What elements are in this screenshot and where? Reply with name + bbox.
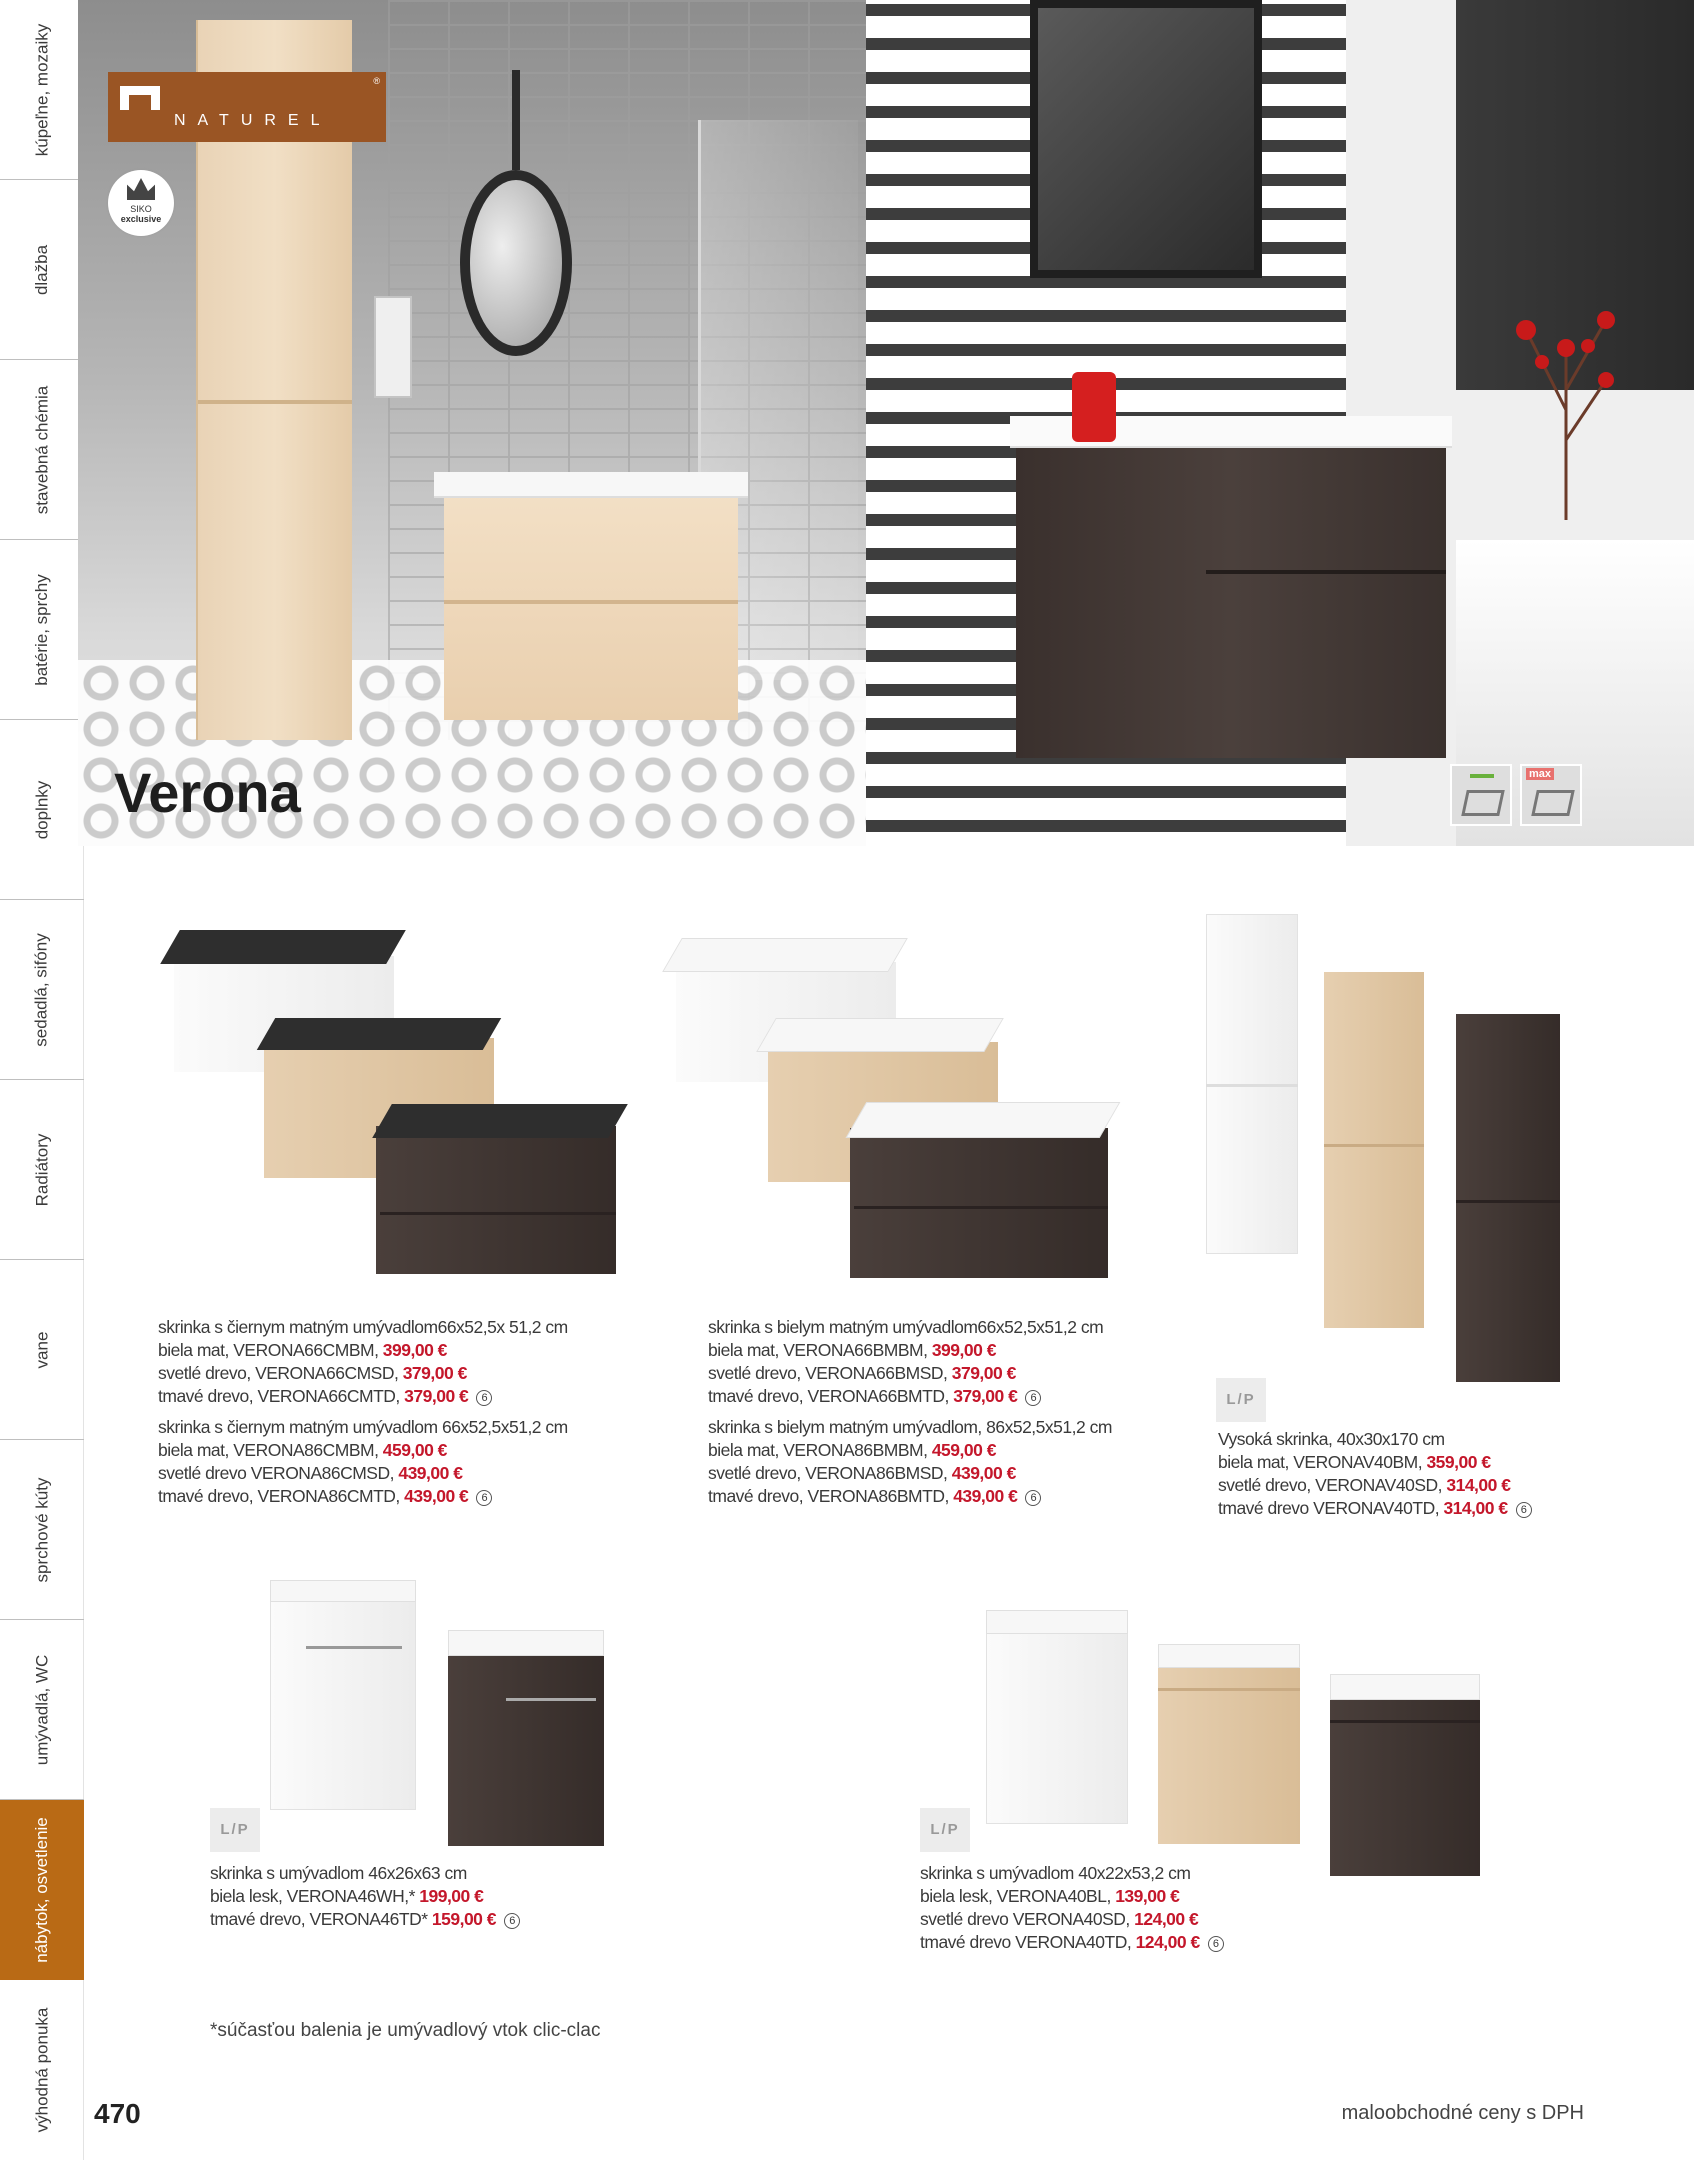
delivery-mark-icon: 6 [1516, 1502, 1532, 1518]
badge-line2: exclusive [120, 214, 162, 224]
variant-text: svetlé drevo, VERONA66BMSD, [708, 1363, 952, 1383]
vanity-46-white [270, 1594, 416, 1810]
crown-icon [127, 178, 155, 200]
vanity-dark-white-top [850, 1128, 1108, 1278]
variant-text: biela mat, VERONA86CMBM, [158, 1440, 383, 1460]
drawer-line [1206, 570, 1446, 574]
door-split [1206, 1084, 1298, 1087]
left-right-badge: L/P [920, 1808, 970, 1852]
tab-umyvadla-wc[interactable] [0, 1620, 84, 1800]
variant-text: tmavé drevo, VERONA86BMTD, [708, 1486, 954, 1506]
variant-text: svetlé drevo VERONA86CMSD, [158, 1463, 399, 1483]
variant-row [920, 1908, 1224, 1931]
delivery-mark-icon: 6 [1025, 1390, 1041, 1406]
variant-text: svetlé drevo, VERONA66CMSD, [158, 1363, 403, 1383]
tab-vyhodna-ponuka[interactable] [0, 1980, 84, 2160]
tab-sprchove-kuty[interactable] [0, 1440, 84, 1620]
variant-text: biela lesk, VERONA46WH,* [210, 1886, 420, 1906]
variant-text: tmavé drevo VERONA40TD, [920, 1932, 1136, 1952]
product-title: skrinka s bielym matným umývadlom, 86x52,5x51,2 cm [708, 1417, 1112, 1437]
variant-row [158, 1439, 568, 1462]
max-load-icon [1520, 764, 1582, 826]
handle [306, 1646, 402, 1649]
price: 399,00 € [382, 1340, 447, 1360]
tab-radiatory[interactable] [0, 1080, 84, 1260]
vanity-40-dark [1330, 1690, 1480, 1876]
white-basin [1158, 1644, 1300, 1668]
variant-text: biela mat, VERONA66BMBM, [708, 1340, 932, 1360]
variant-text: biela mat, VERONA66CMBM, [158, 1340, 383, 1360]
tall-cabinets-image [1200, 914, 1570, 1384]
variant-row [158, 1462, 568, 1485]
variant-row [920, 1931, 1224, 1954]
collection-title: Verona [114, 761, 301, 824]
tab-label: nábytok, osvetlenie [32, 1816, 52, 1963]
variant-row [708, 1462, 1112, 1485]
door-split [1456, 1200, 1560, 1203]
variant-row [158, 1339, 568, 1362]
price: 439,00 € [953, 1486, 1018, 1506]
drawer-line [854, 1206, 1108, 1209]
black-basin [257, 1018, 501, 1050]
variant-text: biela mat, VERONA86BMBM, [708, 1440, 932, 1460]
price: 399,00 € [931, 1340, 996, 1360]
white-basin [986, 1610, 1128, 1634]
price: 379,00 € [402, 1363, 467, 1383]
tab-dlazba[interactable] [0, 180, 84, 360]
variant-row [708, 1339, 1112, 1362]
siko-exclusive-badge [108, 170, 174, 236]
tab-label: výhodná ponuka [32, 2007, 51, 2133]
vanity-40-image [986, 1610, 1486, 1880]
white-basin [756, 1018, 1004, 1052]
door-split [1324, 1144, 1424, 1147]
price: 379,00 € [953, 1386, 1018, 1406]
white-basin-description [708, 1316, 1112, 1508]
variant-row [158, 1362, 568, 1385]
vanity-40-white [986, 1626, 1128, 1824]
tall-cabinet-dark [1456, 1014, 1560, 1382]
product-title: skrinka s umývadlom 40x22x53,2 cm [920, 1863, 1191, 1883]
door-line [1158, 1688, 1300, 1691]
price: 459,00 € [382, 1440, 447, 1460]
tab-baterie-sprchy[interactable] [0, 540, 84, 720]
variant-text: biela mat, VERONAV40BM, [1218, 1452, 1427, 1472]
tab-doplnky[interactable] [0, 720, 84, 900]
registered-mark: ® [373, 76, 380, 86]
price: 314,00 € [1443, 1498, 1508, 1518]
tab-kupelne-mozaiky[interactable] [0, 0, 84, 180]
variant-row [158, 1485, 568, 1508]
variant-row [158, 1385, 568, 1408]
red-flowers [1506, 290, 1626, 520]
drawer-box [1461, 790, 1505, 816]
drawer-line [444, 600, 738, 604]
drawer-box [1531, 790, 1575, 816]
vanity-46-image [266, 1580, 606, 1850]
vanity-oak-photo [444, 490, 738, 720]
badge-line1: SIKO [130, 204, 152, 214]
tall-cabinet-description [1218, 1428, 1532, 1520]
price: 159,00 € [431, 1909, 497, 1929]
tab-label: doplnky [31, 780, 51, 839]
delivery-mark-icon: 6 [1208, 1936, 1224, 1952]
variant-row [1218, 1474, 1532, 1497]
variant-text: tmavé drevo, VERONA66BMTD, [708, 1386, 954, 1406]
round-mirror [460, 170, 572, 356]
price: 379,00 € [951, 1363, 1016, 1383]
variant-row [920, 1885, 1224, 1908]
left-right-badge: L/P [210, 1808, 260, 1852]
cabinet-split [198, 400, 352, 404]
vanity-40-oak [1158, 1658, 1300, 1844]
max-label: max [1526, 768, 1554, 780]
white-basin [448, 1630, 604, 1656]
white-basin [662, 938, 908, 972]
product-title: skrinka s umývadlom 46x26x63 cm [210, 1863, 467, 1883]
variant-text: svetlé drevo VERONA40SD, [920, 1909, 1135, 1929]
vanity-dark-black-top [376, 1126, 616, 1274]
category-sidebar [0, 0, 84, 2160]
vanity-40-description [920, 1862, 1224, 1954]
naturel-logo [108, 72, 386, 142]
product-title: Vysoká skrinka, 40x30x170 cm [1218, 1429, 1445, 1449]
variant-row [708, 1485, 1112, 1508]
white-basin [1330, 1674, 1480, 1700]
price: 439,00 € [951, 1463, 1016, 1483]
tab-label: sprchové kúty [32, 1477, 52, 1582]
mirror-strap [512, 70, 520, 170]
variant-text: tmavé drevo VERONAV40TD, [1218, 1498, 1444, 1518]
bathroom-scene-dark [866, 0, 1694, 846]
logo-mark [120, 86, 160, 110]
price: 314,00 € [1446, 1475, 1511, 1495]
price: 124,00 € [1135, 1932, 1200, 1952]
white-basin [270, 1580, 416, 1602]
delivery-mark-icon: 6 [476, 1490, 492, 1506]
tab-label: batérie, sprchy [32, 573, 51, 686]
variant-text: tmavé drevo, VERONA66CMTD, [158, 1386, 405, 1406]
handle [506, 1698, 596, 1701]
drawer-line [380, 1212, 616, 1215]
price: 139,00 € [1115, 1886, 1180, 1906]
variant-row [1218, 1497, 1532, 1520]
tab-label: umývadlá, WC [32, 1654, 51, 1765]
price: 439,00 € [404, 1486, 469, 1506]
tall-cabinet-oak [1324, 972, 1424, 1328]
variant-text: tmavé drevo, VERONA86CMTD, [158, 1486, 405, 1506]
delivery-mark-icon: 6 [1025, 1490, 1041, 1506]
tab-label: stavebná chémia [32, 385, 51, 514]
vanity-46-description [210, 1862, 520, 1931]
left-right-badge: L/P [1216, 1378, 1266, 1422]
black-basin [372, 1104, 628, 1138]
red-soap-dispenser [1072, 372, 1116, 442]
price: 359,00 € [1426, 1452, 1491, 1472]
price: 439,00 € [398, 1463, 463, 1483]
basin-top [434, 472, 748, 498]
tab-sedadla-sifony[interactable] [0, 900, 84, 1080]
tab-label: kúpeľne, mozaiky [32, 23, 51, 156]
black-basin-vanities-image [170, 920, 630, 1280]
price: 124,00 € [1134, 1909, 1199, 1929]
delivery-mark-icon: 6 [504, 1913, 520, 1929]
variant-row [708, 1362, 1112, 1385]
price: 459,00 € [931, 1440, 996, 1460]
price: 199,00 € [419, 1886, 484, 1906]
door-line [1330, 1720, 1480, 1723]
prices-note: maloobchodné ceny s DPH [1341, 2102, 1584, 2124]
tab-vane[interactable] [0, 1260, 84, 1440]
delivery-mark-icon: 6 [476, 1390, 492, 1406]
brand-name: NATUREL [174, 112, 332, 129]
black-basin [160, 930, 406, 964]
drawer-pullout-icon [1450, 764, 1512, 826]
variant-row [210, 1908, 520, 1931]
white-basin [846, 1102, 1121, 1138]
tab-nabytok-osvetlenie[interactable] [0, 1800, 84, 1980]
vanity-dark-photo [1016, 440, 1446, 758]
variant-text: svetlé drevo, VERONAV40SD, [1218, 1475, 1447, 1495]
variant-row [708, 1439, 1112, 1462]
variant-text: svetlé drevo, VERONA86BMSD, [708, 1463, 952, 1483]
white-basin-vanities-image [672, 932, 1112, 1282]
price: 379,00 € [404, 1386, 469, 1406]
footnote: *súčasťou balenia je umývadlový vtok clic-clac [210, 2020, 601, 2041]
wall-switch [374, 296, 412, 398]
variant-row [1218, 1451, 1532, 1474]
tab-label: Radiátory [31, 1133, 51, 1206]
product-title: skrinka s čiernym matným umývadlom 66x52,5x51,2 cm [158, 1417, 568, 1437]
tab-label: vane [32, 1331, 51, 1368]
arrow [1470, 774, 1494, 778]
tab-label: dlažba [31, 244, 51, 295]
page-number: 470 [94, 2098, 141, 2129]
variant-text: tmavé drevo, VERONA46TD* [210, 1909, 432, 1929]
tab-stavebna-chemia[interactable] [0, 360, 84, 540]
product-title: skrinka s bielym matným umývadlom66x52,5x51,2 cm [708, 1317, 1104, 1337]
variant-row [708, 1385, 1112, 1408]
tab-label: sedadlá, sifóny [32, 932, 51, 1047]
black-basin-description [158, 1316, 568, 1508]
variant-row [210, 1885, 520, 1908]
vanity-46-dark [448, 1646, 604, 1846]
rectangular-mirror [1030, 0, 1262, 278]
variant-text: biela lesk, VERONA40BL, [920, 1886, 1116, 1906]
product-title: skrinka s čiernym matným umývadlom66x52,5x 51,2 cm [158, 1317, 568, 1337]
